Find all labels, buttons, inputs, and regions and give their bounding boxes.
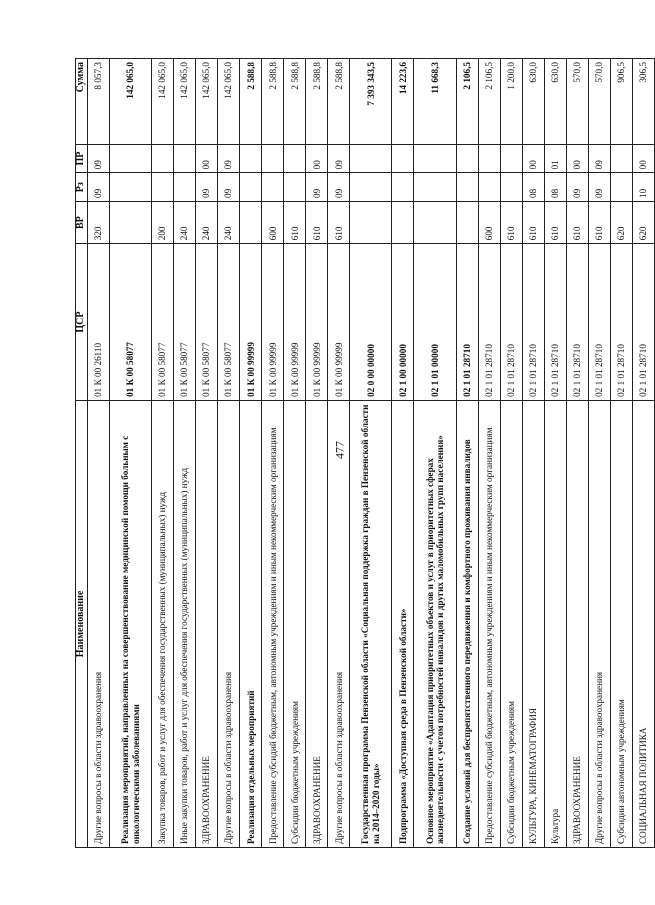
cell-csr: 02 1 01 00000 <box>414 244 456 401</box>
cell-name: ЗДРАВООХРАНЕНИЕ <box>566 400 588 847</box>
budget-table <box>75 58 655 848</box>
table-header-row <box>76 59 88 848</box>
cell-rz: 09 <box>218 173 240 202</box>
header-pr: ПР <box>76 144 88 173</box>
cell-vr: 610 <box>544 201 566 243</box>
cell-rz <box>152 173 174 202</box>
table-row <box>306 59 328 848</box>
cell-name: ЗДРАВООХРАНЕНИЕ <box>196 400 218 847</box>
cell-pr <box>610 144 632 173</box>
cell-csr: 02 1 01 28710 <box>566 244 588 401</box>
cell-rz <box>478 173 500 202</box>
cell-pr <box>152 144 174 173</box>
cell-rz <box>392 173 414 202</box>
cell-csr: 02 1 00 00000 <box>392 244 414 401</box>
table-row <box>262 59 284 848</box>
cell-vr: 610 <box>284 201 306 243</box>
cell-vr <box>456 201 478 243</box>
cell-rz: 08 <box>544 173 566 202</box>
cell-vr: 240 <box>218 201 240 243</box>
cell-sum: 7 393 343,5 <box>350 59 392 145</box>
cell-csr: 01 К 00 58077 <box>152 244 174 401</box>
cell-pr <box>414 144 456 173</box>
cell-pr: 09 <box>218 144 240 173</box>
cell-pr <box>500 144 522 173</box>
cell-vr <box>240 201 262 243</box>
cell-pr: 00 <box>522 144 544 173</box>
cell-name: Государственная программа Пензенской области «Социальная поддержка граждан в Пензенской области на 2014–2020 годы» <box>350 400 392 847</box>
cell-rz <box>284 173 306 202</box>
table-row <box>240 59 262 848</box>
cell-sum: 570,0 <box>588 59 610 145</box>
cell-name: СОЦИАЛЬНАЯ ПОЛИТИКА <box>632 400 654 847</box>
cell-vr: 610 <box>566 201 588 243</box>
table-row <box>566 59 588 848</box>
header-rz: Рз <box>76 173 88 202</box>
cell-rz <box>456 173 478 202</box>
cell-sum: 630,0 <box>522 59 544 145</box>
table-row <box>478 59 500 848</box>
header-sum: Сумма <box>76 59 88 145</box>
cell-csr: 02 0 00 00000 <box>350 244 392 401</box>
cell-vr: 240 <box>174 201 196 243</box>
cell-name: Другие вопросы в области здравоохранения <box>588 400 610 847</box>
cell-sum: 1 200,0 <box>500 59 522 145</box>
cell-pr: 09 <box>328 144 350 173</box>
table-row <box>218 59 240 848</box>
table-body <box>88 59 655 848</box>
cell-name: Реализация мероприятий, направленных на совершенствование медицинской помощи больным с онкологическими заболеваниями <box>110 400 152 847</box>
cell-rz: 09 <box>328 173 350 202</box>
cell-sum: 142 065,0 <box>110 59 152 145</box>
cell-vr: 620 <box>632 201 654 243</box>
cell-name: Предоставление субсидий бюджетным, автономным учреждениям и иным некоммерческим организациям <box>262 400 284 847</box>
table-row <box>392 59 414 848</box>
cell-vr: 600 <box>262 201 284 243</box>
cell-pr: 00 <box>632 144 654 173</box>
cell-sum: 142 065,0 <box>196 59 218 145</box>
table-row <box>350 59 392 848</box>
cell-csr: 02 1 01 28710 <box>522 244 544 401</box>
cell-csr: 02 1 01 28710 <box>588 244 610 401</box>
cell-rz: 09 <box>306 173 328 202</box>
cell-csr: 01 К 00 99999 <box>328 244 350 401</box>
cell-pr: 09 <box>88 144 110 173</box>
cell-sum: 142 065,0 <box>218 59 240 145</box>
table-row <box>328 59 350 848</box>
cell-vr: 610 <box>328 201 350 243</box>
cell-csr: 01 К 00 58077 <box>196 244 218 401</box>
cell-rz <box>350 173 392 202</box>
cell-pr <box>174 144 196 173</box>
table-row <box>456 59 478 848</box>
cell-name: Предоставление субсидий бюджетным, автономным учреждениям и иным некоммерческим организациям <box>478 400 500 847</box>
cell-pr: 00 <box>306 144 328 173</box>
cell-pr <box>110 144 152 173</box>
cell-csr: 01 К 00 99999 <box>262 244 284 401</box>
cell-sum: 630,0 <box>544 59 566 145</box>
cell-sum: 906,5 <box>610 59 632 145</box>
cell-vr <box>350 201 392 243</box>
table-row <box>284 59 306 848</box>
cell-pr <box>284 144 306 173</box>
cell-rz: 09 <box>566 173 588 202</box>
cell-sum: 2 588,8 <box>284 59 306 145</box>
cell-sum: 8 057,3 <box>88 59 110 145</box>
cell-sum: 306,5 <box>632 59 654 145</box>
cell-sum: 2 106,5 <box>478 59 500 145</box>
cell-name: Иные закупки товаров, работ и услуг для обеспечения государственных (муниципальных) нужд <box>174 400 196 847</box>
table-row <box>174 59 196 848</box>
cell-vr: 620 <box>610 201 632 243</box>
table-row <box>544 59 566 848</box>
cell-rz <box>240 173 262 202</box>
cell-sum: 11 668,3 <box>414 59 456 145</box>
cell-vr <box>110 201 152 243</box>
cell-csr: 01 К 00 58077 <box>110 244 152 401</box>
cell-rz <box>174 173 196 202</box>
cell-csr: 02 1 01 28710 <box>500 244 522 401</box>
cell-vr: 240 <box>196 201 218 243</box>
cell-name: Субсидии бюджетным учреждениям <box>284 400 306 847</box>
header-name: Наименование <box>76 400 88 847</box>
cell-sum: 142 065,0 <box>152 59 174 145</box>
cell-sum: 2 588,8 <box>306 59 328 145</box>
cell-csr: 01 К 00 99999 <box>240 244 262 401</box>
cell-csr: 01 К 00 58077 <box>174 244 196 401</box>
header-vr: ВР <box>76 201 88 243</box>
cell-csr: 02 1 01 28710 <box>544 244 566 401</box>
page-number: 477 <box>332 441 347 459</box>
cell-pr: 01 <box>544 144 566 173</box>
table-row <box>522 59 544 848</box>
cell-name: Субсидии бюджетным учреждениям <box>500 400 522 847</box>
cell-name: ЗДРАВООХРАНЕНИЕ <box>306 400 328 847</box>
cell-pr: 00 <box>566 144 588 173</box>
table-row <box>414 59 456 848</box>
cell-csr: 01 К 00 26110 <box>88 244 110 401</box>
cell-sum: 142 065,0 <box>174 59 196 145</box>
cell-name: Реализация отдельных мероприятий <box>240 400 262 847</box>
cell-name: Основное мероприятие «Адаптация приоритетных объектов и услуг в приоритетных сферах жизнедеятельности с учетом потребностей инвалидов и других маломобильных групп населения» <box>414 400 456 847</box>
table-row <box>152 59 174 848</box>
cell-rz: 08 <box>522 173 544 202</box>
cell-name: Закупка товаров, работ и услуг для обеспечения государственных (муниципальных) нужд <box>152 400 174 847</box>
cell-name: КУЛЬТУРА, КИНЕМАТОГРАФИЯ <box>522 400 544 847</box>
cell-sum: 2 106,5 <box>456 59 478 145</box>
cell-vr <box>414 201 456 243</box>
cell-pr <box>262 144 284 173</box>
cell-vr: 610 <box>588 201 610 243</box>
cell-pr <box>350 144 392 173</box>
cell-vr <box>392 201 414 243</box>
table-row <box>588 59 610 848</box>
cell-pr <box>240 144 262 173</box>
cell-rz <box>414 173 456 202</box>
cell-sum: 2 588,8 <box>262 59 284 145</box>
cell-sum: 570,0 <box>566 59 588 145</box>
table-row <box>500 59 522 848</box>
cell-csr: 01 К 00 58077 <box>218 244 240 401</box>
cell-sum: 2 588,8 <box>328 59 350 145</box>
cell-rz <box>110 173 152 202</box>
cell-sum: 2 588,8 <box>240 59 262 145</box>
cell-rz: 10 <box>632 173 654 202</box>
cell-vr: 200 <box>152 201 174 243</box>
cell-pr <box>456 144 478 173</box>
table-row <box>610 59 632 848</box>
cell-rz: 09 <box>196 173 218 202</box>
cell-rz: 09 <box>588 173 610 202</box>
cell-name: Другие вопросы в области здравоохранения <box>328 400 350 847</box>
cell-csr: 02 1 01 28710 <box>632 244 654 401</box>
cell-csr: 02 1 01 28710 <box>456 244 478 401</box>
cell-sum: 14 223,6 <box>392 59 414 145</box>
table-row <box>632 59 654 848</box>
cell-rz <box>262 173 284 202</box>
cell-name: Другие вопросы в области здравоохранения <box>88 400 110 847</box>
cell-name: Создание условий для беспрепятственного передвижения и комфортного проживания инвалидов <box>456 400 478 847</box>
cell-pr <box>478 144 500 173</box>
cell-csr: 01 К 00 99999 <box>306 244 328 401</box>
cell-pr <box>392 144 414 173</box>
cell-vr: 610 <box>306 201 328 243</box>
cell-rz <box>610 173 632 202</box>
cell-name: Другие вопросы в области здравоохранения <box>218 400 240 847</box>
cell-csr: 02 1 01 28710 <box>478 244 500 401</box>
cell-vr: 600 <box>478 201 500 243</box>
table-row <box>110 59 152 848</box>
cell-csr: 01 К 00 99999 <box>284 244 306 401</box>
table-row <box>196 59 218 848</box>
cell-pr: 00 <box>196 144 218 173</box>
cell-vr: 610 <box>522 201 544 243</box>
cell-csr: 02 1 01 28710 <box>610 244 632 401</box>
cell-name: Субсидии автономным учреждениям <box>610 400 632 847</box>
table-row <box>88 59 110 848</box>
cell-pr: 09 <box>588 144 610 173</box>
cell-name: Культура <box>544 400 566 847</box>
cell-rz: 09 <box>88 173 110 202</box>
cell-rz <box>500 173 522 202</box>
cell-vr: 320 <box>88 201 110 243</box>
header-csr: ЦСР <box>76 244 88 401</box>
cell-name: Подпрограмма «Доступная среда в Пензенской области» <box>392 400 414 847</box>
cell-vr: 610 <box>500 201 522 243</box>
budget-table-page <box>75 58 655 848</box>
